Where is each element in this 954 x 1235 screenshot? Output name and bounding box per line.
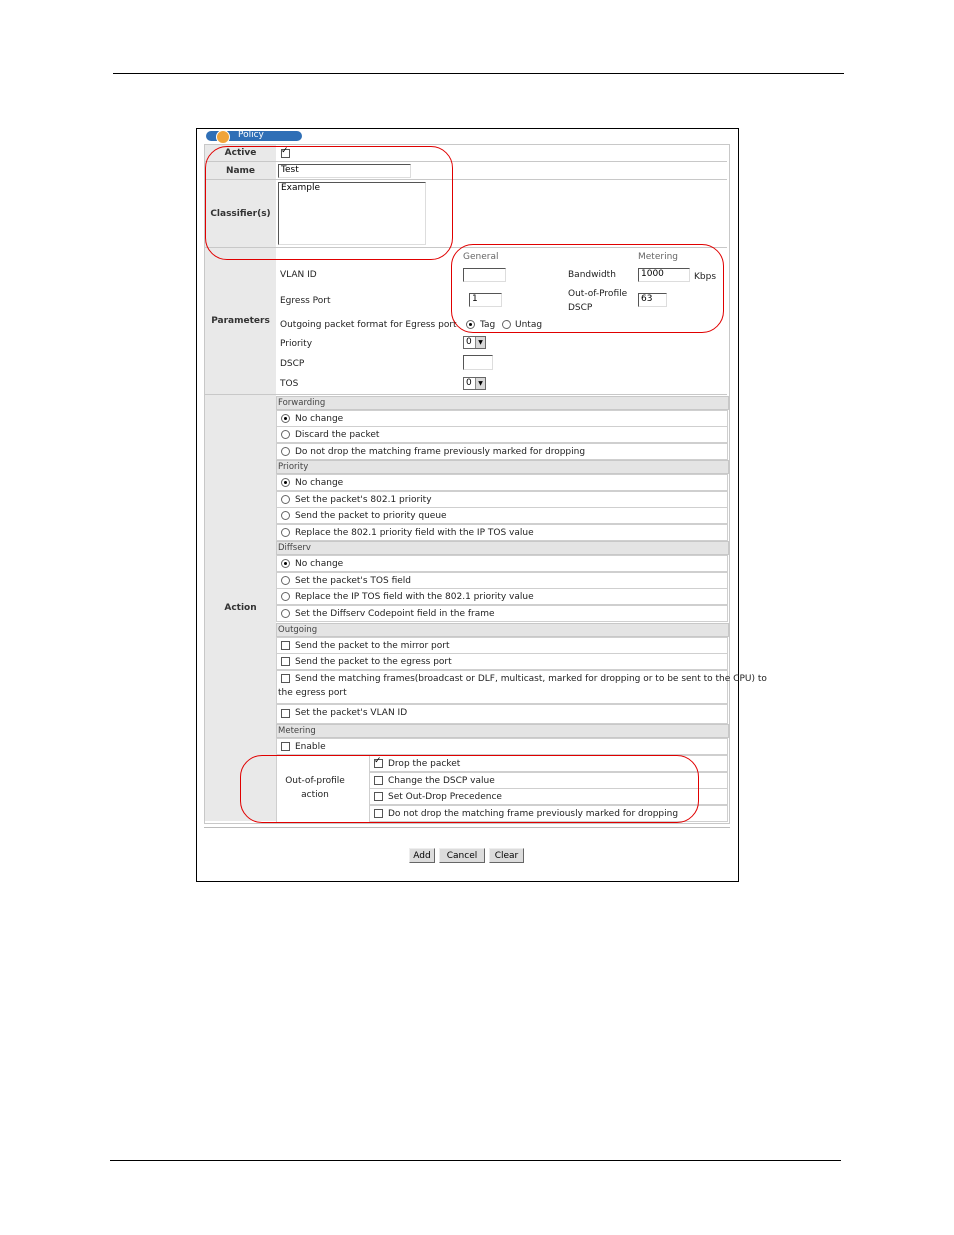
button-separator [204,827,730,828]
action-label: Action [224,603,257,613]
outgoing-vlan-checkbox[interactable] [281,709,290,718]
tos-select[interactable] [463,377,486,390]
tag-radio[interactable] [466,320,475,329]
bandwidth-input[interactable]: 1000 [638,268,690,282]
oop-action-label-line1: Out-of-profile [285,776,345,786]
outgoing-option: Send the packet to the mirror port [295,641,450,651]
outgoing-option: Send the packet to the egress port [295,657,452,667]
vlan-id-input[interactable] [463,268,506,282]
priority-label: Priority [280,339,313,349]
active-label: Active [224,148,257,158]
outgoing-mirror-checkbox[interactable] [281,641,290,650]
metering-enable-checkbox[interactable] [281,742,290,751]
policy-icon [216,130,230,144]
outgoing-option: Set the packet's VLAN ID [295,708,408,718]
oop-option: Change the DSCP value [388,776,495,786]
row-sep [205,179,727,180]
outgoing-option-continued: the egress port [278,688,347,698]
policy-title: Policy [238,130,264,140]
chevron-down-icon[interactable]: ▼ [475,378,485,389]
forwarding-discard-radio[interactable] [281,430,290,439]
classifiers-label: Classifier(s) [210,209,271,219]
priority-select-value: 0 [466,337,472,347]
diffserv-codepoint-radio[interactable] [281,609,290,618]
name-label: Name [225,166,256,176]
bottom-rule [110,1160,841,1161]
oop-dscp-label-line1: Out-of-Profile [568,289,628,299]
oop-option: Drop the packet [388,759,461,769]
forwarding-option: No change [295,414,344,424]
oop-dscp-input[interactable]: 63 [638,293,667,307]
forwarding-header: Forwarding [276,396,729,410]
priority-queue-radio[interactable] [281,511,290,520]
oop-option: Set Out-Drop Precedence [388,792,502,802]
metering-row [276,738,728,755]
chevron-down-icon[interactable]: ▼ [475,337,485,348]
bandwidth-unit: Kbps [694,272,717,282]
outgoing-format-label: Outgoing packet format for Egress port [280,320,457,330]
egress-port-input[interactable]: 1 [469,293,502,307]
classifiers-listbox[interactable] [278,182,426,245]
dscp-input[interactable] [463,355,493,370]
oop-dscp-label-line2: DSCP [568,303,593,313]
row-sep [205,247,727,248]
metering-header: Metering [638,252,678,262]
priority-no-change-radio[interactable] [281,478,290,487]
vlan-id-label: VLAN ID [280,270,317,280]
outgoing-option: Send the matching frames(broadcast or DLF, multicast, marked for dropping or to be sent to the CPU) to [295,674,767,684]
priority-option: Set the packet's 802.1 priority [295,495,432,505]
tos-label: TOS [280,379,299,389]
cancel-button[interactable]: Cancel [439,848,485,863]
priority-select[interactable] [463,336,486,349]
priority-replace-radio[interactable] [281,528,290,537]
forwarding-no-change-radio[interactable] [281,414,290,423]
diffserv-replace-radio[interactable] [281,592,290,601]
metering-action-header: Metering [276,724,729,738]
forwarding-row [276,410,728,427]
tag-label: Tag [480,320,496,330]
outgoing-egress-checkbox[interactable] [281,657,290,666]
oop-drop-checkbox[interactable] [374,759,383,768]
top-rule [113,73,844,74]
parameters-label: Parameters [211,316,270,326]
name-input[interactable]: Test [278,164,411,178]
policy-tab [206,131,302,141]
priority-option: Send the packet to priority queue [295,511,447,521]
oop-do-not-drop-checkbox[interactable] [374,809,383,818]
general-header: General [463,252,499,262]
priority-set-radio[interactable] [281,495,290,504]
forwarding-option: Do not drop the matching frame previously marked for dropping [295,447,586,457]
clear-button[interactable]: Clear [489,848,524,863]
priority-header: Priority [276,460,729,474]
diffserv-option: No change [295,559,344,569]
diffserv-no-change-radio[interactable] [281,559,290,568]
classifier-item[interactable]: Example [281,183,321,193]
bandwidth-label: Bandwidth [568,270,616,280]
oop-out-drop-checkbox[interactable] [374,792,383,801]
oop-change-dscp-checkbox[interactable] [374,776,383,785]
row-sep [205,161,727,162]
active-checkbox[interactable] [281,149,290,158]
priority-row [276,474,728,491]
diffserv-set-tos-radio[interactable] [281,576,290,585]
untag-label: Untag [515,320,543,330]
forwarding-option: Discard the packet [295,430,380,440]
forwarding-do-not-drop-radio[interactable] [281,447,290,456]
outgoing-matching-frames-checkbox[interactable] [281,674,290,683]
diffserv-option: Set the packet's TOS field [295,576,412,586]
diffserv-header: Diffserv [276,541,729,555]
egress-port-label: Egress Port [280,296,331,306]
diffserv-row [276,555,728,572]
add-button[interactable]: Add [409,848,435,863]
diffserv-option: Set the Diffserv Codepoint field in the frame [295,609,495,619]
oop-action-label-cell [276,755,370,823]
oop-option: Do not drop the matching frame previously marked for dropping [388,809,679,819]
dscp-label: DSCP [280,359,305,369]
diffserv-option: Replace the IP TOS field with the 802.1 priority value [295,592,534,602]
outgoing-header: Outgoing [276,623,729,637]
row-sep [205,394,727,395]
tos-select-value: 0 [466,378,472,388]
oop-action-label-line2: action [301,790,329,800]
metering-enable-label: Enable [295,742,326,752]
priority-option: No change [295,478,344,488]
priority-option: Replace the 802.1 priority field with the IP TOS value [295,528,534,538]
untag-radio[interactable] [502,320,511,329]
